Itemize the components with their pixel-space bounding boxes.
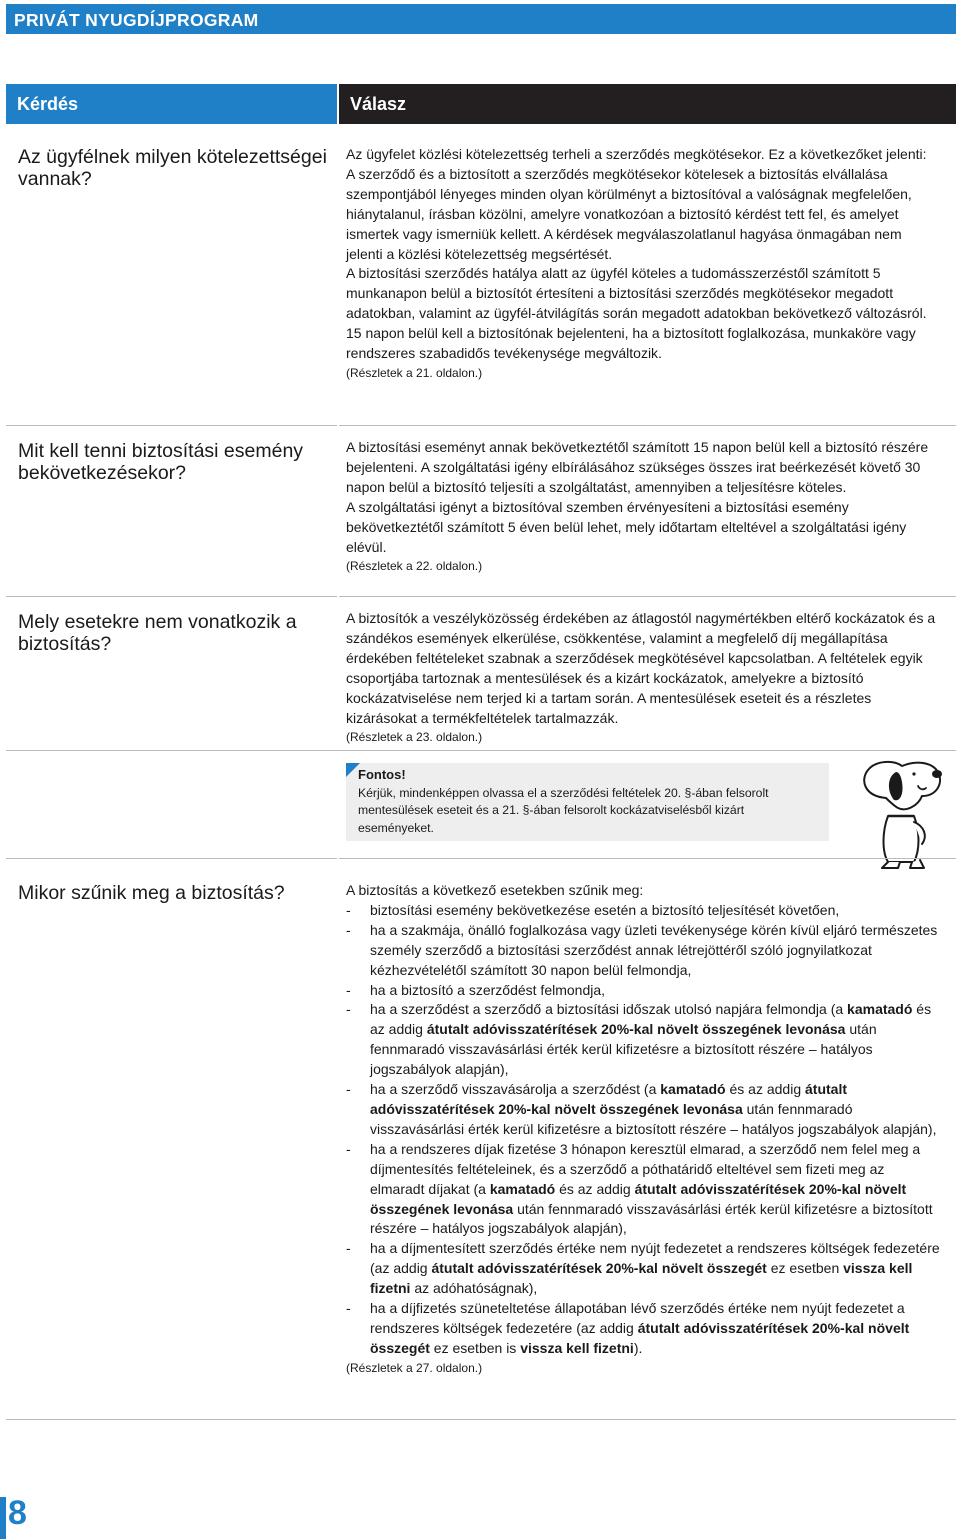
answer-column-header [339, 84, 956, 124]
answer-paragraph: A biztosítási szerződés hatálya alatt az ügyfél köteles a tudomásszerzéstől számított 5 munkanapon belül a biztosítót értesíteni a biztosítási szerződés megkötésekor megadott adatokban, valamint az ügyfél-átvilágítás során megadott adatokban bekövetkező változásról. [346, 265, 927, 322]
question-obligations: Az ügyfélnek milyen kötelezettségei vannak? [18, 146, 327, 190]
note-text: Kérjük, mindenképpen olvassa el a szerződési feltételek 20. §-ában felsorolt mentesülések eseteit és a 21. §-ában felsorolt kockázatviselésből kizárt eseményeket. [358, 786, 769, 835]
termination-list-item [346, 1140, 942, 1240]
emphasized-text: vissza kell fizetni [520, 1339, 634, 1356]
document-title: PRIVÁT NYUGDÍJPROGRAM [14, 10, 259, 30]
divider [339, 425, 956, 426]
answer-paragraph: A szolgáltatási igényt a biztosítóval szemben érvényesíteni a biztosítási esemény bekövetkeztétől számított 5 éven belül lehet, mely időtartam elteltével a szolgáltatási igény elévül. [346, 498, 907, 555]
page-number: 8 [8, 1494, 27, 1532]
emphasized-text: átutalt adóvisszatérítések 20%-kal növelt összegének levonása [370, 1081, 847, 1117]
list-item-text: ez esetben is [429, 1339, 521, 1356]
answer-exclusions [346, 609, 942, 748]
answer-paragraph: A biztosítók a veszélyközösség érdekében az átlagostól nagymértékben eltérő kockázatok és a szándékos események elkerülése, csökkentése, valamint a megfelelő díj megállapítása érdekében feltételeket szabnak a szerződések megkötésével kapcsolatban. A feltételek egyik csoportjába tartoznak a mentesülések és a kizárt kockázatok, amelyekre a biztosító kockázatviselése nem terjed ki a tartam során. A mentesülések eseteit és a részletes kizárásokat a termékfeltételek tartalmazzák. [346, 610, 936, 726]
question-insured-event: Mit kell tenni biztosítási esemény bekövetkezésekor? [18, 440, 304, 484]
divider [6, 858, 337, 859]
emphasized-text: kamatadó [847, 1001, 913, 1018]
list-item-text: biztosítási esemény bekövetkezése esetén a biztosító teljesítését követően, [370, 901, 840, 918]
answer-termination [346, 881, 942, 1379]
emphasized-text: kamatadó [489, 1180, 556, 1197]
emphasized-text: vissza kell fizetni [370, 1260, 913, 1297]
emphasized-text: átutalt adóvisszatérítések 20%-kal növelt összegét [370, 1319, 910, 1356]
important-note-box [346, 763, 829, 841]
emphasized-text: átutalt adóvisszatérítések 20%-kal növelt összegének levonása [426, 1021, 846, 1038]
list-item-text: ha a szerződő visszavásárolja a szerződést (a [370, 1081, 661, 1098]
emphasized-text: kamatadó [660, 1081, 726, 1098]
document-header-bar [6, 4, 956, 34]
answer-paragraph: Az ügyfelet közlési kötelezettség terheli a szerződés megkötésekor. Ez a következőket jelenti: [346, 146, 927, 162]
divider [6, 750, 956, 751]
divider [6, 1419, 956, 1420]
list-item-text: és az addig [555, 1180, 635, 1197]
answer-intro: A biztosítás a következő esetekben szűnik meg: [346, 882, 644, 898]
list-item-text: és az addig [725, 1081, 805, 1098]
list-item-text: az adóhatóságnak), [410, 1280, 538, 1297]
page-number-bar [0, 1497, 6, 1539]
list-item-text: után fennmaradó visszavásárlási érték kerül kifizetésre a biztosított részére – hatályos jogszabályok alapján), [370, 1100, 937, 1137]
divider [6, 425, 337, 426]
emphasized-text: átutalt adóvisszatérítések 20%-kal növelt összegének levonása [370, 1180, 907, 1217]
emphasized-text: átutalt adóvisszatérítések 20%-kal növelt összegét [431, 1260, 767, 1277]
list-item-text: ha a díjmentesített szerződés értéke nem nyújt fedezetet a rendszeres költségek fedezetére (az addig [370, 1240, 940, 1277]
answer-paragraph: 15 napon belül kell a biztosítónak bejelenteni, ha a biztosított foglalkozása, munkaköre vagy rendszeres szabadidős tevékenysége megváltozik. [346, 325, 916, 362]
list-item-text: ha a szakmája, önálló foglalkozása vagy üzleti tevékenysége körén kívül eljáró természetes személy szerződő a biztosítási szerződést annak létrejöttéről szóló jognyilatkozat kézhezvételétől számított 30 napon belül felmondja, [370, 921, 938, 978]
termination-list [346, 901, 942, 1359]
divider [339, 858, 956, 859]
list-item-text: után fennmaradó visszavásárlási érték kerül kifizetésre a biztosított részére – hatályos jogszabályok alapján), [370, 1021, 877, 1078]
list-item-text: ). [633, 1339, 643, 1356]
list-item-text: ha a rendszeres díjak fizetése 3 hónapon keresztül elmarad, a szerződő nem felel meg a díjmentesítés feltételeinek, és a szerződő a póthatáridő elteltével sem fizeti meg az elmaradt díjakat (a [370, 1140, 921, 1197]
termination-list-item [346, 1239, 942, 1299]
page-reference: (Részletek a 27. oldalon.) [346, 1360, 483, 1375]
answer-paragraph: A szerződő és a biztosított a szerződés megkötésekor kötelesek a biztosítás elvállalása szempontjából lényeges minden olyan körülményt a biztosítóval a valóságnak megfelelően, hiánytalanul, írásban közölni, amelyre vonatkozóan a biztosító kérdést tett fel, és amelyet ismertek vagy ismerniük kellett. A kérdések megválaszolatlanul hagyása önmagában nem jelenti a közlési kötelezettség megsértését. [346, 165, 912, 262]
divider [6, 596, 337, 597]
termination-list-item [346, 981, 942, 1001]
answer-obligations [346, 145, 942, 384]
question-column-label: Kérdés [17, 94, 79, 114]
termination-list-item [346, 1080, 942, 1140]
question-column-header [6, 84, 337, 124]
page-reference: (Részletek a 23. oldalon.) [346, 730, 483, 745]
page-reference: (Részletek a 22. oldalon.) [346, 559, 483, 574]
answer-column-label: Válasz [350, 94, 407, 114]
question-termination: Mikor szűnik meg a biztosítás? [18, 882, 285, 904]
list-item-text: és az addig [370, 1001, 932, 1038]
list-item-text: után fennmaradó visszavásárlási érték kerül kifizetésre a biztosított részére – hatályos jogszabályok alapján), [370, 1200, 933, 1237]
divider [339, 596, 956, 597]
list-item-text: ha a biztosító a szerződést felmondja, [370, 981, 606, 998]
termination-list-item [346, 1000, 942, 1080]
cartoon-dog-illustration [858, 752, 944, 872]
termination-list-item [346, 921, 942, 981]
note-title: Fontos! [358, 767, 406, 782]
question-exclusions: Mely esetekre nem vonatkozik a biztosítás? [18, 611, 297, 655]
page-reference: (Részletek a 21. oldalon.) [346, 365, 483, 380]
list-item-text: ha a szerződést a szerződő a biztosítási időszak utolsó napjára felmondja (a [370, 1001, 848, 1018]
list-item-text: ez esetben [766, 1260, 844, 1277]
answer-insured-event [346, 438, 942, 577]
termination-list-item [346, 1299, 942, 1359]
list-item-text: ha a díjfizetés szüneteltetése állapotában lévő szerződés értéke nem nyújt fedezetet a rendszeres költségek fedezetére (az addig [370, 1300, 905, 1336]
answer-paragraph: A biztosítási eseményt annak bekövetkeztétől számított 15 napon belül kell a biztosító részére bejelenteni. A szolgáltatási igény elbírálásához szükséges összes irat beérkezését követő 30 napon belül a biztosító teljesíti a szolgáltatást, amennyiben a teljesítésre köteles. [346, 439, 929, 495]
termination-list-item [346, 901, 942, 921]
